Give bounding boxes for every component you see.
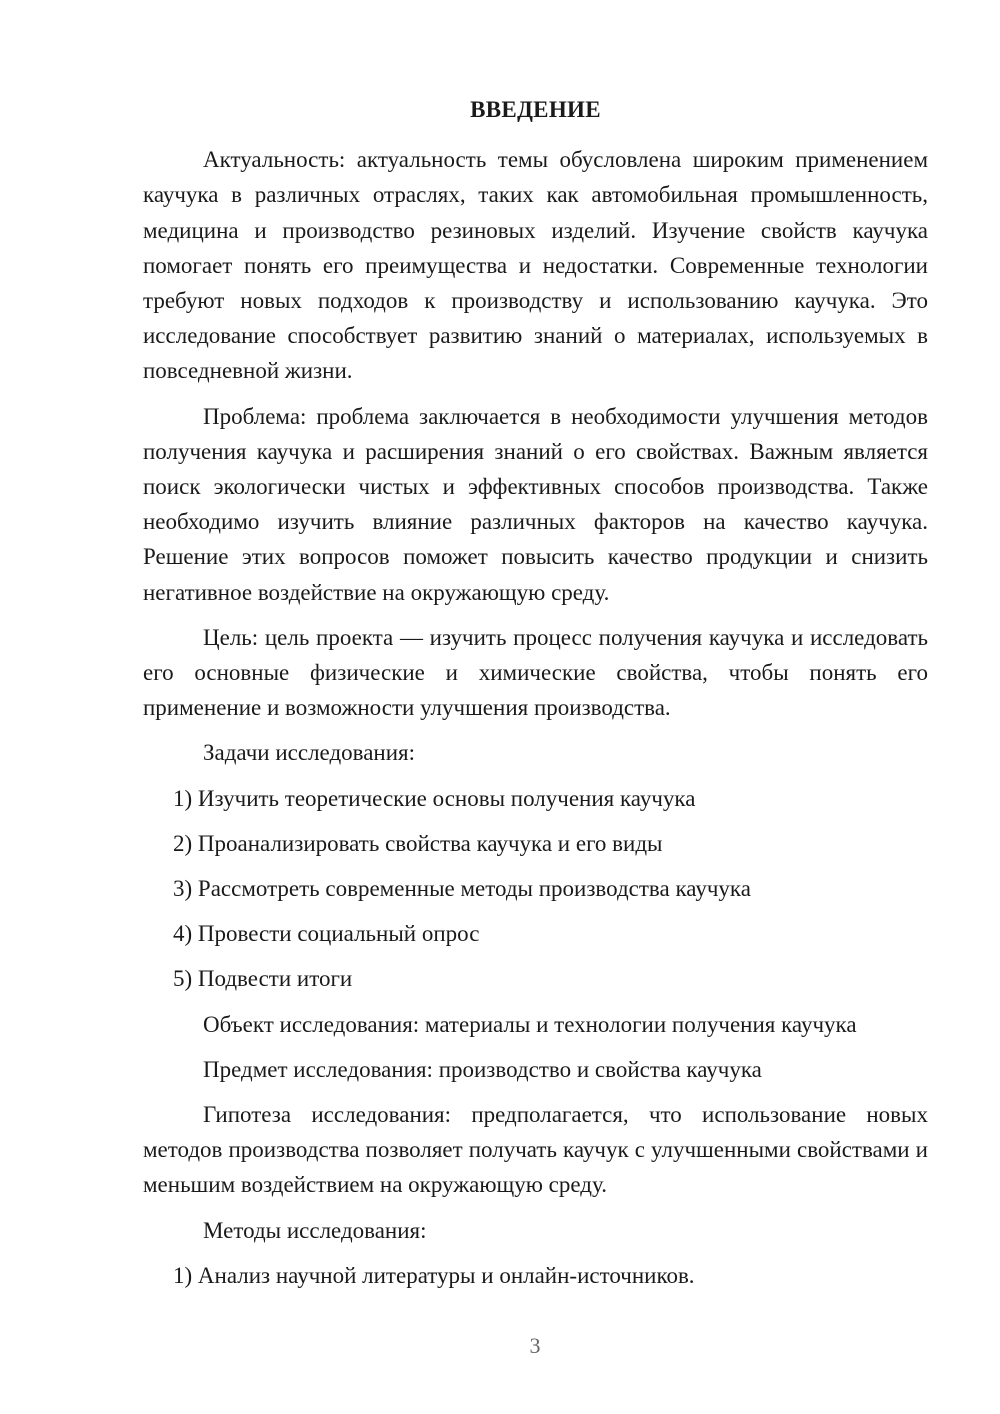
method-item-1: 1) Анализ научной литературы и онлайн-источников. <box>173 1262 695 1288</box>
methods-heading: Методы исследования: <box>203 1217 427 1243</box>
research-subject: Предмет исследования: производство и свойства каучука <box>203 1056 762 1082</box>
task-item-4: 4) Провести социальный опрос <box>173 921 480 947</box>
task-item-2: 2) Проанализировать свойства каучука и его виды <box>173 830 663 856</box>
task-item-5: 5) Подвести итоги <box>173 966 353 992</box>
document-page <box>143 92 928 1303</box>
relevance-paragraph: Актуальность: актуальность темы обусловлена широким применением каучука в различных отраслях, таких как автомобильная промышленность, медицина и производство резиновых изделий. Изучение свойств каучука помогает понять его преимущества и недостатки. Современные технологии требуют новых подходов к производству и использованию каучука. Это исследование способствует развитию знаний о материалах, используемых в повседневной жизни. <box>143 147 928 384</box>
hypothesis-paragraph: Гипотеза исследования: предполагается, что использование новых методов производства позволяет получать каучук с улучшенными свойствами и меньшим воздействием на окружающую среду. <box>143 1102 928 1198</box>
task-item-3: 3) Рассмотреть современные методы производства каучука <box>173 876 751 902</box>
goal-paragraph: Цель: цель проекта — изучить процесс получения каучука и исследовать его основные физические и химические свойства, чтобы понять его применение и возможности улучшения производства. <box>143 624 928 721</box>
page-number: 3 <box>529 1333 541 1358</box>
problem-paragraph: Проблема: проблема заключается в необходимости улучшения методов получения каучука и расширения знаний о его свойствах. Важным является поиск экологически чистых и эффективных способов производства. Также необходимо изучить влияние различных факторов на качество каучука. Решение этих вопросов поможет повысить качество продукции и снизить негативное воздействие на окружающую среду. <box>143 403 928 605</box>
research-object: Объект исследования: материалы и технологии получения каучука <box>203 1011 857 1037</box>
tasks-heading: Задачи исследования: <box>203 740 416 766</box>
task-item-1: 1) Изучить теоретические основы получения каучука <box>173 785 696 811</box>
page-title: ВВЕДЕНИЕ <box>470 97 601 122</box>
